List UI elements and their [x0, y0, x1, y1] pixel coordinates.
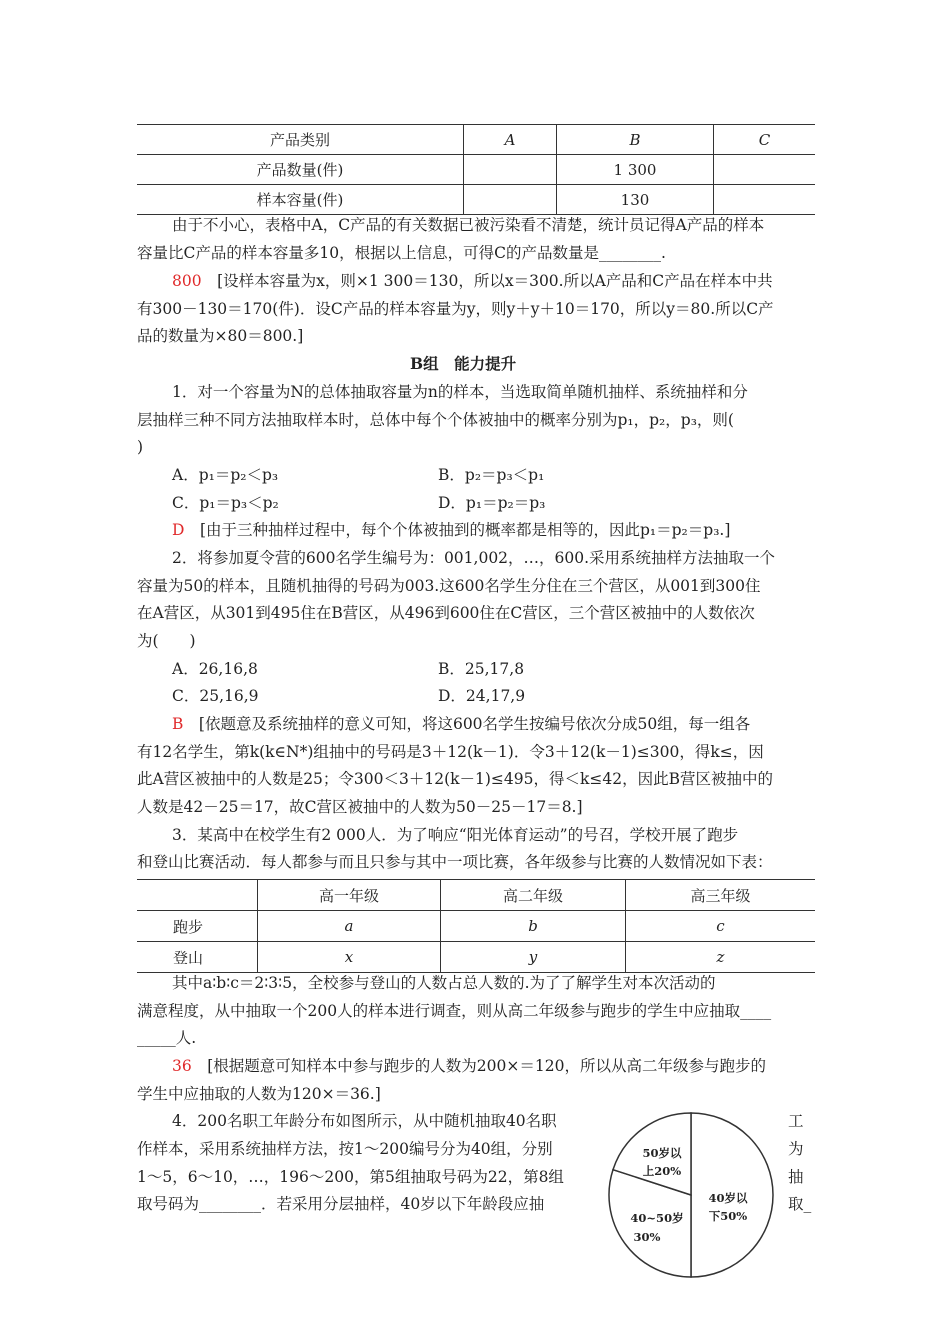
- q0-sol-line: [设样本容量为x，则×1 300＝130，所以x＝300.所以A产品和C产品在样本中共: [217, 272, 773, 290]
- q2-option-c: C．25,16,9: [172, 687, 259, 705]
- table-cell: c: [626, 911, 816, 942]
- q1-solution: [172, 519, 730, 541]
- q3-text: 其中a∶b∶c＝2∶3∶5，全校参与登山的人数占总人数的.为了了解学生对本次活动的: [172, 974, 716, 992]
- pie-label-40-50-pct: 30%: [633, 1230, 661, 1244]
- q0-sol-line: 品的数量为×80＝800.]: [137, 327, 304, 345]
- q4-side-char: 工: [788, 1112, 804, 1130]
- q0-solution: [172, 270, 773, 292]
- q3-answer: 36: [172, 1057, 192, 1075]
- q4-side-char: 取_: [788, 1195, 812, 1213]
- q2-text: 在A营区，从301到495住在B营区，从496到600住在C营区，三个营区被抽中的人数依次: [137, 604, 755, 622]
- q3-text: 3．某高中在校学生有2 000人．为了响应“阳光体育运动”的号召，学校开展了跑步: [172, 826, 739, 844]
- q1-sol-line: [由于三种抽样过程中，每个个体被抽到的概率都是相等的，因此p₁＝p₂＝p₃.]: [199, 521, 731, 539]
- q1-text: ): [137, 438, 144, 456]
- table-cell: [714, 185, 816, 215]
- q2-sol-line: 此A营区被抽中的人数是25；令300＜3＋12(k－1)≤495，得＜k≤42，因此B营区被抽中的: [137, 770, 774, 788]
- table-cell: 产品数量(件): [137, 155, 464, 185]
- q2-option-d: D．24,17,9: [438, 687, 526, 705]
- table1-header: A: [464, 125, 557, 155]
- table1-header: B: [557, 125, 714, 155]
- q4-text: 作样本，采用系统抽样方法，按1～200编号分为40组，分别: [137, 1140, 553, 1158]
- q3-text: 满意程度，从中抽取一个200人的样本进行调查，则从高二年级参与跑步的学生中应抽取____: [137, 1002, 772, 1020]
- age-pie-chart: [606, 1110, 776, 1280]
- q4-text: 1～5，6～10，…，196～200，第5组抽取号码为22，第8组: [137, 1168, 564, 1186]
- q3-text: _____人.: [137, 1029, 197, 1047]
- q4-side-char: 为: [788, 1140, 804, 1158]
- table2-header: [137, 880, 258, 911]
- table-cell: 1 300: [557, 155, 714, 185]
- q2-text: 2．将参加夏令营的600名学生编号为：001,002，…，600.采用系统抽样方法抽取一个: [172, 549, 776, 567]
- table2-header: 高一年级: [258, 880, 441, 911]
- table-cell: 登山: [137, 942, 258, 973]
- q2-option-a: A．26,16,8: [172, 660, 258, 678]
- q4-text: 4．200名职工年龄分布如图所示，从中随机抽取40名职: [172, 1112, 557, 1130]
- table-cell: z: [626, 942, 816, 973]
- q0-text: 容量比C产品的样本容量多10，根据以上信息，可得C的产品数量是________.: [137, 244, 666, 262]
- q2-text: 为( ): [137, 632, 196, 650]
- q2-option-b: B．25,17,8: [438, 660, 525, 678]
- q0-answer: 800: [172, 272, 202, 290]
- q4-side-char: 抽: [788, 1168, 804, 1186]
- table-cell: [714, 155, 816, 185]
- table-cell: b: [441, 911, 626, 942]
- table-row: [137, 911, 815, 942]
- pie-label-40-50: 40~50岁: [630, 1211, 684, 1225]
- q2-sol-line: 人数是42－25＝17，故C营区被抽中的人数为50－25－17＝8.]: [137, 798, 583, 816]
- q2-solution: [172, 713, 750, 735]
- table1-header: 产品类别: [137, 125, 464, 155]
- q2-text: 容量为50的样本，且随机抽得的号码为003.这600名学生分住在三个营区，从001到300住: [137, 577, 761, 595]
- q0-sol-line: 有300－130＝170(件)．设C产品的样本容量为y，则y＋y＋10＝170，所以y＝80.所以C产: [137, 300, 774, 318]
- table1-header: C: [714, 125, 816, 155]
- table-row: [137, 942, 815, 973]
- table2-header: 高二年级: [441, 880, 626, 911]
- q1-text: 层抽样三种不同方法抽取样本时，总体中每个个体被抽中的概率分别为p₁，p₂，p₃，则(: [137, 411, 734, 429]
- table-cell: a: [258, 911, 441, 942]
- q1-option-d: D．p₁＝p₂＝p₃: [438, 494, 546, 512]
- q1-answer: D: [172, 521, 185, 539]
- q1-option-b: B．p₂＝p₃＜p₁: [438, 466, 545, 484]
- table-row: [137, 185, 815, 215]
- activity-table: [137, 879, 815, 973]
- table-cell: 130: [557, 185, 714, 215]
- table-row: [137, 155, 815, 185]
- table-cell: x: [258, 942, 441, 973]
- product-table: [137, 124, 815, 215]
- pie-label-under-40-pct: 下50%: [708, 1209, 748, 1223]
- table-cell: 样本容量(件): [137, 185, 464, 215]
- pie-label-over-50-pct: 上20%: [642, 1164, 682, 1178]
- table-cell: y: [441, 942, 626, 973]
- pie-label-under-40: 40岁以: [708, 1191, 748, 1205]
- q3-sol-line: 学生中应抽取的人数为120×＝36.]: [137, 1085, 381, 1103]
- table-cell: [464, 155, 557, 185]
- q1-text: 1．对一个容量为N的总体抽取容量为n的样本，当选取简单随机抽样、系统抽样和分: [172, 383, 748, 401]
- section-title: B组 能力提升: [410, 354, 517, 373]
- q3-sol-line: [根据题意可知样本中参与跑步的人数为200×＝120，所以从高二年级参与跑步的: [207, 1057, 766, 1075]
- q4-text: 取号码为________．若采用分层抽样，40岁以下年龄段应抽: [137, 1195, 545, 1213]
- table-cell: [464, 185, 557, 215]
- q1-option-c: C．p₁＝p₃＜p₂: [172, 494, 279, 512]
- q3-solution: [172, 1055, 766, 1077]
- q1-option-a: A．p₁＝p₂＜p₃: [172, 466, 279, 484]
- pie-label-over-50: 50岁以: [642, 1146, 682, 1160]
- table-cell: 跑步: [137, 911, 258, 942]
- q3-text: 和登山比赛活动．每人都参与而且只参与其中一项比赛，各年级参与比赛的人数情况如下表：: [137, 853, 773, 871]
- q2-answer: B: [172, 715, 184, 733]
- q2-sol-line: 有12名学生，第k(k∈N*)组抽中的号码是3＋12(k－1)．令3＋12(k－1)≤300，得k≤，因: [137, 743, 764, 761]
- q0-text: 由于不小心，表格中A，C产品的有关数据已被污染看不清楚，统计员记得A产品的样本: [172, 216, 765, 234]
- q2-sol-line: [依题意及系统抽样的意义可知，将这600名学生按编号依次分成50组，每一组各: [198, 715, 751, 733]
- table2-header: 高三年级: [626, 880, 816, 911]
